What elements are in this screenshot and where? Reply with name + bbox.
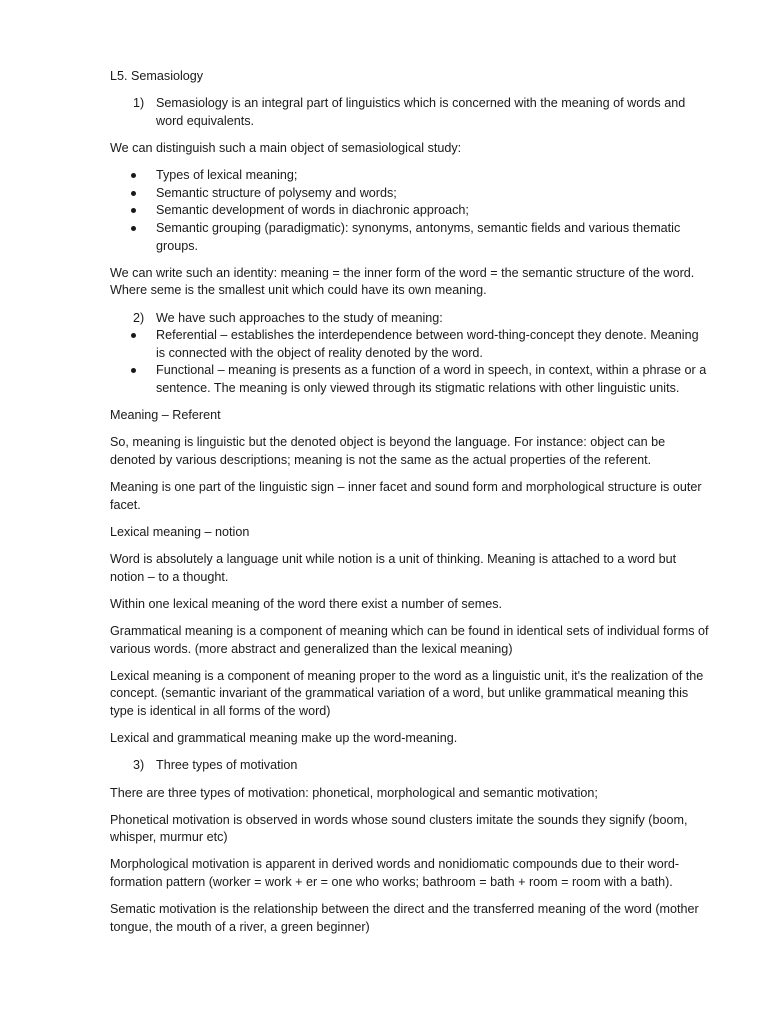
list-item-text: Semantic development of words in diachronic approach; (156, 203, 469, 218)
list-item (110, 220, 710, 255)
list-item (110, 362, 710, 397)
paragraph-lexical-component: Lexical meaning is a component of meaning proper to the word as a linguistic unit, it's the realization of the concept. (semantic invariant of the grammatical variation of a word, but unlike grammatical meaning this type is identical in all forms of the word) (110, 668, 704, 718)
paragraph-phonetical: Phonetical motivation is observed in words whose sound clusters imitate the sounds they signify (boom, whisper, murmur etc) (110, 812, 688, 845)
bullet-icon (131, 333, 136, 338)
item-text: We have such approaches to the study of meaning: (156, 310, 443, 325)
paragraph-identity: We can write such an identity: meaning = the inner form of the word = the semantic structure of the word. Where seme is the smallest unit which could have its own meaning. (110, 265, 695, 298)
bullet-icon (131, 226, 136, 231)
paragraph-grammatical-meaning: Grammatical meaning is a component of meaning which can be found in identical sets of individual forms of various words. (more abstract and generalized than the lexical meaning) (110, 623, 709, 656)
paragraph-three-types: There are three types of motivation: phonetical, morphological and semantic motivation; (110, 785, 598, 800)
bullet-icon (131, 208, 136, 213)
list-item-text: Types of lexical meaning; (156, 168, 298, 183)
list-item (110, 202, 710, 220)
item-number: 2) (133, 310, 145, 325)
numbered-item-2 (110, 310, 710, 328)
motivation-block (110, 785, 710, 847)
document-body (110, 68, 710, 946)
list-item-text: Referential – establishes the interdependence between word-thing-concept they denote. Meaning is connected with the object of reality denoted by the word. (156, 328, 699, 360)
bullet-list-objects (110, 167, 710, 255)
approaches-block (110, 310, 710, 398)
item-text: Semasiology is an integral part of linguistics which is concerned with the meaning of words and word equivalents. (156, 96, 686, 128)
list-item (110, 327, 710, 362)
numbered-item-3 (110, 757, 710, 775)
bullet-icon (131, 173, 136, 178)
document-title: L5. Semasiology (110, 69, 204, 83)
paragraph-morphological: Morphological motivation is apparent in derived words and nonidiomatic compounds due to their word-formation pattern (worker = work + er = one who works; bathroom = bath + room = room with a bath). (110, 857, 680, 890)
bullet-icon (131, 191, 136, 196)
paragraph-so-meaning: So, meaning is linguistic but the denoted object is beyond the language. For instance: object can be denoted by various descriptions; meaning is not the same as the actual properties of the referent. (110, 435, 666, 467)
paragraph-word-unit: Word is absolutely a language unit while notion is a unit of thinking. Meaning is attached to a word but notion – to a thought. (110, 552, 677, 584)
list-item (110, 185, 710, 203)
paragraph-semes: Within one lexical meaning of the word there exist a number of semes. (110, 596, 502, 611)
item-number: 3) (133, 758, 145, 773)
list-item-text: Semantic structure of polysemy and words; (156, 185, 397, 200)
numbered-item-1 (110, 95, 710, 130)
list-item (110, 167, 710, 185)
item-number: 1) (133, 96, 145, 111)
paragraph-word-meaning: Lexical and grammatical meaning make up the word-meaning. (110, 731, 458, 746)
list-item-text: Functional – meaning is presents as a function of a word in speech, in context, within a phrase or a sentence. The meaning is only viewed through its stigmatic relations with other linguistic units. (156, 363, 707, 395)
paragraph-meaning-referent: Meaning – Referent (110, 408, 221, 423)
list-item-text: Semantic grouping (paradigmatic): synonyms, antonyms, semantic fields and various thematic groups. (156, 220, 681, 253)
paragraph-linguistic-sign: Meaning is one part of the linguistic sign – inner facet and sound form and morphological structure is outer facet. (110, 480, 702, 512)
item-text: Three types of motivation (156, 758, 298, 773)
paragraph-sematic: Sematic motivation is the relationship between the direct and the transferred meaning of the word (mother tongue, the mouth of a river, a green beginner) (110, 902, 699, 934)
paragraph-distinguish: We can distinguish such a main object of semasiological study: (110, 140, 462, 155)
bullet-icon (131, 368, 136, 373)
paragraph-lexical-notion: Lexical meaning – notion (110, 524, 250, 539)
